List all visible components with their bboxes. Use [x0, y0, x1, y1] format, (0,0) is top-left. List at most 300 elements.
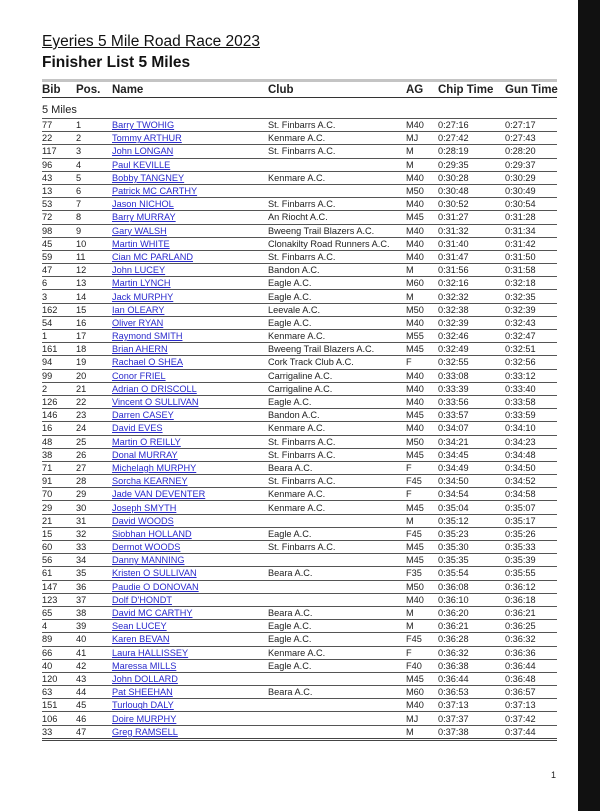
- runner-link[interactable]: Bobby TANGNEY: [112, 172, 185, 183]
- table-row: [42, 303, 557, 316]
- cell-pos: 31: [76, 514, 112, 527]
- table-row: [42, 606, 557, 619]
- cell-gun-time: 0:37:44: [505, 725, 557, 739]
- runner-link[interactable]: Vincent O SULLIVAN: [112, 397, 199, 408]
- cell-chip-time: 0:32:16: [438, 277, 505, 290]
- runner-link[interactable]: Dolf D'HONDT: [112, 594, 172, 605]
- cell-bib: 33: [42, 725, 76, 739]
- cell-club: [268, 158, 406, 171]
- runner-link[interactable]: Sean LUCEY: [112, 621, 167, 632]
- cell-pos: 13: [76, 277, 112, 290]
- cell-pos: 43: [76, 672, 112, 685]
- table-row: [42, 580, 557, 593]
- runner-link[interactable]: Laura HALLISSEY: [112, 647, 189, 658]
- cell-name: [112, 527, 268, 540]
- cell-ag: M45: [406, 343, 438, 356]
- cell-ag: M40: [406, 171, 438, 184]
- cell-chip-time: 0:37:38: [438, 725, 505, 739]
- table-row: [42, 264, 557, 277]
- cell-chip-time: 0:36:28: [438, 633, 505, 646]
- cell-pos: 24: [76, 422, 112, 435]
- cell-pos: 16: [76, 316, 112, 329]
- cell-chip-time: 0:27:16: [438, 119, 505, 132]
- cell-bib: 161: [42, 343, 76, 356]
- table-row: [42, 686, 557, 699]
- column-header-chip-time: Chip Time: [438, 82, 505, 98]
- cell-chip-time: 0:36:08: [438, 580, 505, 593]
- runner-link[interactable]: John DOLLARD: [112, 673, 178, 684]
- cell-pos: 11: [76, 250, 112, 263]
- cell-bib: 13: [42, 184, 76, 197]
- cell-ag: M: [406, 620, 438, 633]
- runner-link[interactable]: Rachael O SHEA: [112, 357, 183, 368]
- cell-chip-time: 0:29:35: [438, 158, 505, 171]
- cell-club: [268, 672, 406, 685]
- cell-bib: 45: [42, 237, 76, 250]
- cell-gun-time: 0:33:58: [505, 395, 557, 408]
- table-row: [42, 488, 557, 501]
- cell-club: [268, 699, 406, 712]
- runner-link[interactable]: David MC CARTHY: [112, 608, 193, 619]
- cell-gun-time: 0:36:12: [505, 580, 557, 593]
- cell-gun-time: 0:30:54: [505, 198, 557, 211]
- cell-bib: 65: [42, 606, 76, 619]
- cell-bib: 61: [42, 567, 76, 580]
- cell-name: [112, 686, 268, 699]
- runner-link[interactable]: Tommy ARTHUR: [112, 133, 182, 144]
- cell-chip-time: 0:34:50: [438, 475, 505, 488]
- cell-ag: MJ: [406, 132, 438, 145]
- cell-bib: 147: [42, 580, 76, 593]
- cell-name: [112, 672, 268, 685]
- cell-pos: 30: [76, 501, 112, 514]
- runner-link[interactable]: Patrick MC CARTHY: [112, 186, 198, 197]
- runner-link[interactable]: Gary WALSH: [112, 225, 167, 236]
- cell-pos: 44: [76, 686, 112, 699]
- column-header-ag: AG: [406, 82, 438, 98]
- cell-pos: 32: [76, 527, 112, 540]
- runner-link[interactable]: Danny MANNING: [112, 555, 185, 566]
- cell-bib: 91: [42, 475, 76, 488]
- table-row: [42, 158, 557, 171]
- cell-club: St. Finbarrs A.C.: [268, 198, 406, 211]
- table-row: [42, 382, 557, 395]
- cell-name: [112, 250, 268, 263]
- runner-link[interactable]: John LONGAN: [112, 146, 174, 157]
- table-row: [42, 712, 557, 725]
- column-header-bib: Bib: [42, 82, 76, 98]
- cell-ag: M45: [406, 672, 438, 685]
- runner-link[interactable]: Oliver RYAN: [112, 317, 164, 328]
- cell-chip-time: 0:32:32: [438, 290, 505, 303]
- cell-gun-time: 0:34:48: [505, 448, 557, 461]
- cell-gun-time: 0:34:50: [505, 461, 557, 474]
- cell-ag: M: [406, 158, 438, 171]
- cell-ag: M50: [406, 580, 438, 593]
- cell-ag: M45: [406, 501, 438, 514]
- cell-ag: M40: [406, 237, 438, 250]
- cell-ag: M45: [406, 541, 438, 554]
- cell-gun-time: 0:36:32: [505, 633, 557, 646]
- cell-pos: 37: [76, 593, 112, 606]
- cell-club: Carrigaline A.C.: [268, 369, 406, 382]
- cell-pos: 4: [76, 158, 112, 171]
- cell-name: [112, 541, 268, 554]
- cell-bib: 48: [42, 435, 76, 448]
- cell-ag: M40: [406, 198, 438, 211]
- cell-bib: 71: [42, 461, 76, 474]
- cell-name: [112, 158, 268, 171]
- table-row: [42, 527, 557, 540]
- table-row: [42, 699, 557, 712]
- table-row: [42, 184, 557, 197]
- cell-chip-time: 0:31:40: [438, 237, 505, 250]
- cell-pos: 42: [76, 659, 112, 672]
- runner-link[interactable]: Darren CASEY: [112, 410, 174, 421]
- cell-club: Bandon A.C.: [268, 409, 406, 422]
- cell-name: [112, 119, 268, 132]
- cell-name: [112, 501, 268, 514]
- section-label: 5 Miles: [42, 98, 557, 119]
- runner-link[interactable]: Barry TWOHIG: [112, 120, 175, 131]
- cell-pos: 27: [76, 461, 112, 474]
- runner-link[interactable]: Brian AHERN: [112, 344, 168, 355]
- table-row: [42, 395, 557, 408]
- cell-gun-time: 0:36:21: [505, 606, 557, 619]
- list-title: Finisher List 5 Miles: [42, 54, 191, 71]
- cell-ag: M40: [406, 224, 438, 237]
- runner-link[interactable]: Karen BEVAN: [112, 634, 170, 645]
- cell-bib: 72: [42, 211, 76, 224]
- screen-edge: [578, 0, 600, 811]
- cell-name: [112, 264, 268, 277]
- cell-pos: 29: [76, 488, 112, 501]
- cell-club: Kenmare A.C.: [268, 330, 406, 343]
- cell-pos: 26: [76, 448, 112, 461]
- results-table: [42, 82, 557, 741]
- race-title: Eyeries 5 Mile Road Race 2023: [42, 33, 260, 50]
- runner-link[interactable]: Joseph SMYTH: [112, 502, 177, 513]
- table-row: [42, 198, 557, 211]
- cell-club: Eagle A.C.: [268, 277, 406, 290]
- cell-name: [112, 461, 268, 474]
- cell-gun-time: 0:36:18: [505, 593, 557, 606]
- column-header-gun-time: Gun Time: [505, 83, 558, 96]
- table-row: [42, 224, 557, 237]
- cell-chip-time: 0:33:56: [438, 395, 505, 408]
- column-header-club: Club: [268, 82, 406, 98]
- table-row: [42, 290, 557, 303]
- runner-link[interactable]: Maressa MILLS: [112, 660, 177, 671]
- cell-ag: M40: [406, 422, 438, 435]
- runner-link[interactable]: John LUCEY: [112, 265, 166, 276]
- cell-pos: 22: [76, 395, 112, 408]
- cell-pos: 5: [76, 171, 112, 184]
- runner-link[interactable]: Raymond SMITH: [112, 331, 183, 342]
- cell-gun-time: 0:32:51: [505, 343, 557, 356]
- cell-bib: 162: [42, 303, 76, 316]
- cell-club: Beara A.C.: [268, 567, 406, 580]
- cell-club: Kenmare A.C.: [268, 132, 406, 145]
- table-row: [42, 435, 557, 448]
- cell-ag: M40: [406, 316, 438, 329]
- cell-club: Eagle A.C.: [268, 316, 406, 329]
- cell-name: [112, 237, 268, 250]
- table-row: [42, 448, 557, 461]
- runner-link[interactable]: Cian MC PARLAND: [112, 251, 194, 262]
- cell-chip-time: 0:35:35: [438, 554, 505, 567]
- cell-chip-time: 0:31:27: [438, 211, 505, 224]
- cell-name: [112, 580, 268, 593]
- cell-ag: F45: [406, 527, 438, 540]
- runner-link[interactable]: Turlough DALY: [112, 700, 174, 711]
- cell-bib: 94: [42, 356, 76, 369]
- table-row: [42, 567, 557, 580]
- runner-link[interactable]: Doire MURPHY: [112, 713, 177, 724]
- runner-link[interactable]: Greg RAMSELL: [112, 726, 178, 737]
- cell-club: An Riocht A.C.: [268, 211, 406, 224]
- cell-bib: 40: [42, 659, 76, 672]
- cell-pos: 18: [76, 343, 112, 356]
- cell-name: [112, 316, 268, 329]
- cell-bib: 146: [42, 409, 76, 422]
- cell-club: Eagle A.C.: [268, 290, 406, 303]
- cell-club: Bweeng Trail Blazers A.C.: [268, 224, 406, 237]
- cell-bib: 120: [42, 672, 76, 685]
- cell-club: Eagle A.C.: [268, 633, 406, 646]
- cell-chip-time: 0:30:28: [438, 171, 505, 184]
- cell-ag: M45: [406, 211, 438, 224]
- cell-pos: 17: [76, 330, 112, 343]
- cell-gun-time: 0:32:47: [505, 330, 557, 343]
- cell-ag: M: [406, 145, 438, 158]
- cell-bib: 4: [42, 620, 76, 633]
- cell-club: Kenmare A.C.: [268, 646, 406, 659]
- cell-ag: M40: [406, 382, 438, 395]
- table-row: [42, 330, 557, 343]
- runner-link[interactable]: David WOODS: [112, 515, 174, 526]
- cell-ag: F45: [406, 633, 438, 646]
- column-header-pos: Pos.: [76, 82, 112, 98]
- cell-name: [112, 395, 268, 408]
- cell-gun-time: 0:34:10: [505, 422, 557, 435]
- cell-gun-time: 0:35:55: [505, 567, 557, 580]
- runner-link[interactable]: Paul KEVILLE: [112, 159, 171, 170]
- cell-chip-time: 0:31:56: [438, 264, 505, 277]
- cell-bib: 70: [42, 488, 76, 501]
- table-row: [42, 725, 557, 739]
- cell-gun-time: 0:27:17: [505, 119, 557, 132]
- cell-club: St. Finbarrs A.C.: [268, 435, 406, 448]
- cell-gun-time: 0:28:20: [505, 145, 557, 158]
- cell-ag: M: [406, 725, 438, 739]
- cell-name: [112, 475, 268, 488]
- cell-pos: 41: [76, 646, 112, 659]
- table-row: [42, 237, 557, 250]
- cell-bib: 43: [42, 171, 76, 184]
- column-header-name: Name: [112, 82, 268, 98]
- cell-chip-time: 0:36:44: [438, 672, 505, 685]
- cell-club: [268, 554, 406, 567]
- cell-name: [112, 409, 268, 422]
- cell-bib: 21: [42, 514, 76, 527]
- cell-name: [112, 369, 268, 382]
- cell-bib: 2: [42, 382, 76, 395]
- runner-link[interactable]: Siobhan HOLLAND: [112, 528, 192, 539]
- cell-bib: 151: [42, 699, 76, 712]
- cell-chip-time: 0:33:39: [438, 382, 505, 395]
- cell-pos: 9: [76, 224, 112, 237]
- table-row: [42, 409, 557, 422]
- cell-pos: 28: [76, 475, 112, 488]
- cell-gun-time: 0:30:29: [505, 171, 557, 184]
- cell-name: [112, 343, 268, 356]
- table-row: [42, 646, 557, 659]
- runner-link[interactable]: Donal MURRAY: [112, 449, 178, 460]
- cell-chip-time: 0:28:19: [438, 145, 505, 158]
- runner-link[interactable]: Martin WHITE: [112, 238, 170, 249]
- cell-gun-time: 0:27:43: [505, 132, 557, 145]
- cell-gun-time: 0:36:48: [505, 672, 557, 685]
- runner-link[interactable]: Ian OLEARY: [112, 304, 165, 315]
- cell-club: Clonakilty Road Runners A.C.: [268, 237, 406, 250]
- runner-link[interactable]: Paudie O DONOVAN: [112, 581, 199, 592]
- cell-gun-time: 0:35:33: [505, 541, 557, 554]
- runner-link[interactable]: Michelagh MURPHY: [112, 462, 197, 473]
- cell-name: [112, 145, 268, 158]
- cell-club: Beara A.C.: [268, 606, 406, 619]
- table-row: [42, 554, 557, 567]
- runner-link[interactable]: Jade VAN DEVENTER: [112, 489, 206, 500]
- cell-bib: 89: [42, 633, 76, 646]
- cell-ag: M40: [406, 395, 438, 408]
- cell-pos: 47: [76, 725, 112, 739]
- cell-club: Cork Track Club A.C.: [268, 356, 406, 369]
- runner-link[interactable]: Jason NICHOL: [112, 199, 174, 210]
- cell-name: [112, 448, 268, 461]
- runner-link[interactable]: Barry MURRAY: [112, 212, 176, 223]
- cell-pos: 45: [76, 699, 112, 712]
- cell-club: Eagle A.C.: [268, 527, 406, 540]
- runner-link[interactable]: Martin O REILLY: [112, 436, 181, 447]
- runner-link[interactable]: Adrian O DRISCOLL: [112, 383, 197, 394]
- cell-gun-time: 0:36:36: [505, 646, 557, 659]
- cell-chip-time: 0:37:37: [438, 712, 505, 725]
- cell-name: [112, 277, 268, 290]
- header-row: [42, 82, 557, 98]
- cell-pos: 8: [76, 211, 112, 224]
- runner-link[interactable]: David EVES: [112, 423, 163, 434]
- cell-pos: 34: [76, 554, 112, 567]
- cell-gun-time: 0:35:07: [505, 501, 557, 514]
- cell-name: [112, 382, 268, 395]
- cell-gun-time: 0:32:18: [505, 277, 557, 290]
- cell-ag: F35: [406, 567, 438, 580]
- cell-pos: 20: [76, 369, 112, 382]
- cell-chip-time: 0:33:08: [438, 369, 505, 382]
- cell-pos: 25: [76, 435, 112, 448]
- cell-club: Eagle A.C.: [268, 620, 406, 633]
- cell-name: [112, 303, 268, 316]
- cell-gun-time: 0:30:49: [505, 184, 557, 197]
- page-number: 1: [551, 770, 557, 780]
- cell-gun-time: 0:32:56: [505, 356, 557, 369]
- cell-name: [112, 659, 268, 672]
- cell-chip-time: 0:34:54: [438, 488, 505, 501]
- runner-link[interactable]: Kristen O SULLIVAN: [112, 568, 197, 579]
- runner-link[interactable]: Conor FRIEL: [112, 370, 166, 381]
- cell-bib: 6: [42, 277, 76, 290]
- cell-bib: 96: [42, 158, 76, 171]
- cell-bib: 59: [42, 250, 76, 263]
- table-row: [42, 620, 557, 633]
- cell-bib: 60: [42, 541, 76, 554]
- table-row: [42, 119, 557, 132]
- cell-club: Beara A.C.: [268, 686, 406, 699]
- cell-name: [112, 435, 268, 448]
- cell-ag: F: [406, 646, 438, 659]
- runner-link[interactable]: Martin LYNCH: [112, 278, 171, 289]
- cell-bib: 47: [42, 264, 76, 277]
- cell-bib: 77: [42, 119, 76, 132]
- cell-chip-time: 0:32:38: [438, 303, 505, 316]
- table-row: [42, 633, 557, 646]
- cell-chip-time: 0:30:48: [438, 184, 505, 197]
- cell-chip-time: 0:35:54: [438, 567, 505, 580]
- cell-ag: M60: [406, 277, 438, 290]
- cell-pos: 7: [76, 198, 112, 211]
- cell-ag: M50: [406, 303, 438, 316]
- cell-pos: 46: [76, 712, 112, 725]
- cell-gun-time: 0:32:43: [505, 316, 557, 329]
- cell-club: Kenmare A.C.: [268, 501, 406, 514]
- cell-gun-time: 0:33:12: [505, 369, 557, 382]
- cell-chip-time: 0:34:07: [438, 422, 505, 435]
- cell-ag: M45: [406, 409, 438, 422]
- table-row: [42, 541, 557, 554]
- cell-pos: 19: [76, 356, 112, 369]
- cell-ag: M: [406, 290, 438, 303]
- runner-link[interactable]: Jack MURPHY: [112, 291, 174, 302]
- cell-chip-time: 0:32:49: [438, 343, 505, 356]
- cell-chip-time: 0:36:38: [438, 659, 505, 672]
- cell-chip-time: 0:35:30: [438, 541, 505, 554]
- cell-pos: 38: [76, 606, 112, 619]
- cell-gun-time: 0:34:52: [505, 475, 557, 488]
- runner-link[interactable]: Pat SHEEHAN: [112, 687, 173, 698]
- cell-gun-time: 0:31:28: [505, 211, 557, 224]
- runner-link[interactable]: Dermot WOODS: [112, 542, 181, 553]
- cell-ag: M40: [406, 250, 438, 263]
- cell-ag: M40: [406, 699, 438, 712]
- cell-pos: 6: [76, 184, 112, 197]
- runner-link[interactable]: Sorcha KEARNEY: [112, 476, 188, 487]
- cell-pos: 40: [76, 633, 112, 646]
- cell-name: [112, 211, 268, 224]
- cell-gun-time: 0:35:17: [505, 514, 557, 527]
- cell-ag: F45: [406, 475, 438, 488]
- cell-chip-time: 0:32:39: [438, 316, 505, 329]
- cell-gun-time: 0:36:44: [505, 659, 557, 672]
- cell-name: [112, 606, 268, 619]
- cell-chip-time: 0:36:10: [438, 593, 505, 606]
- cell-ag: M40: [406, 369, 438, 382]
- cell-name: [112, 290, 268, 303]
- cell-gun-time: 0:31:34: [505, 224, 557, 237]
- table-row: [42, 501, 557, 514]
- cell-chip-time: 0:31:32: [438, 224, 505, 237]
- cell-chip-time: 0:35:12: [438, 514, 505, 527]
